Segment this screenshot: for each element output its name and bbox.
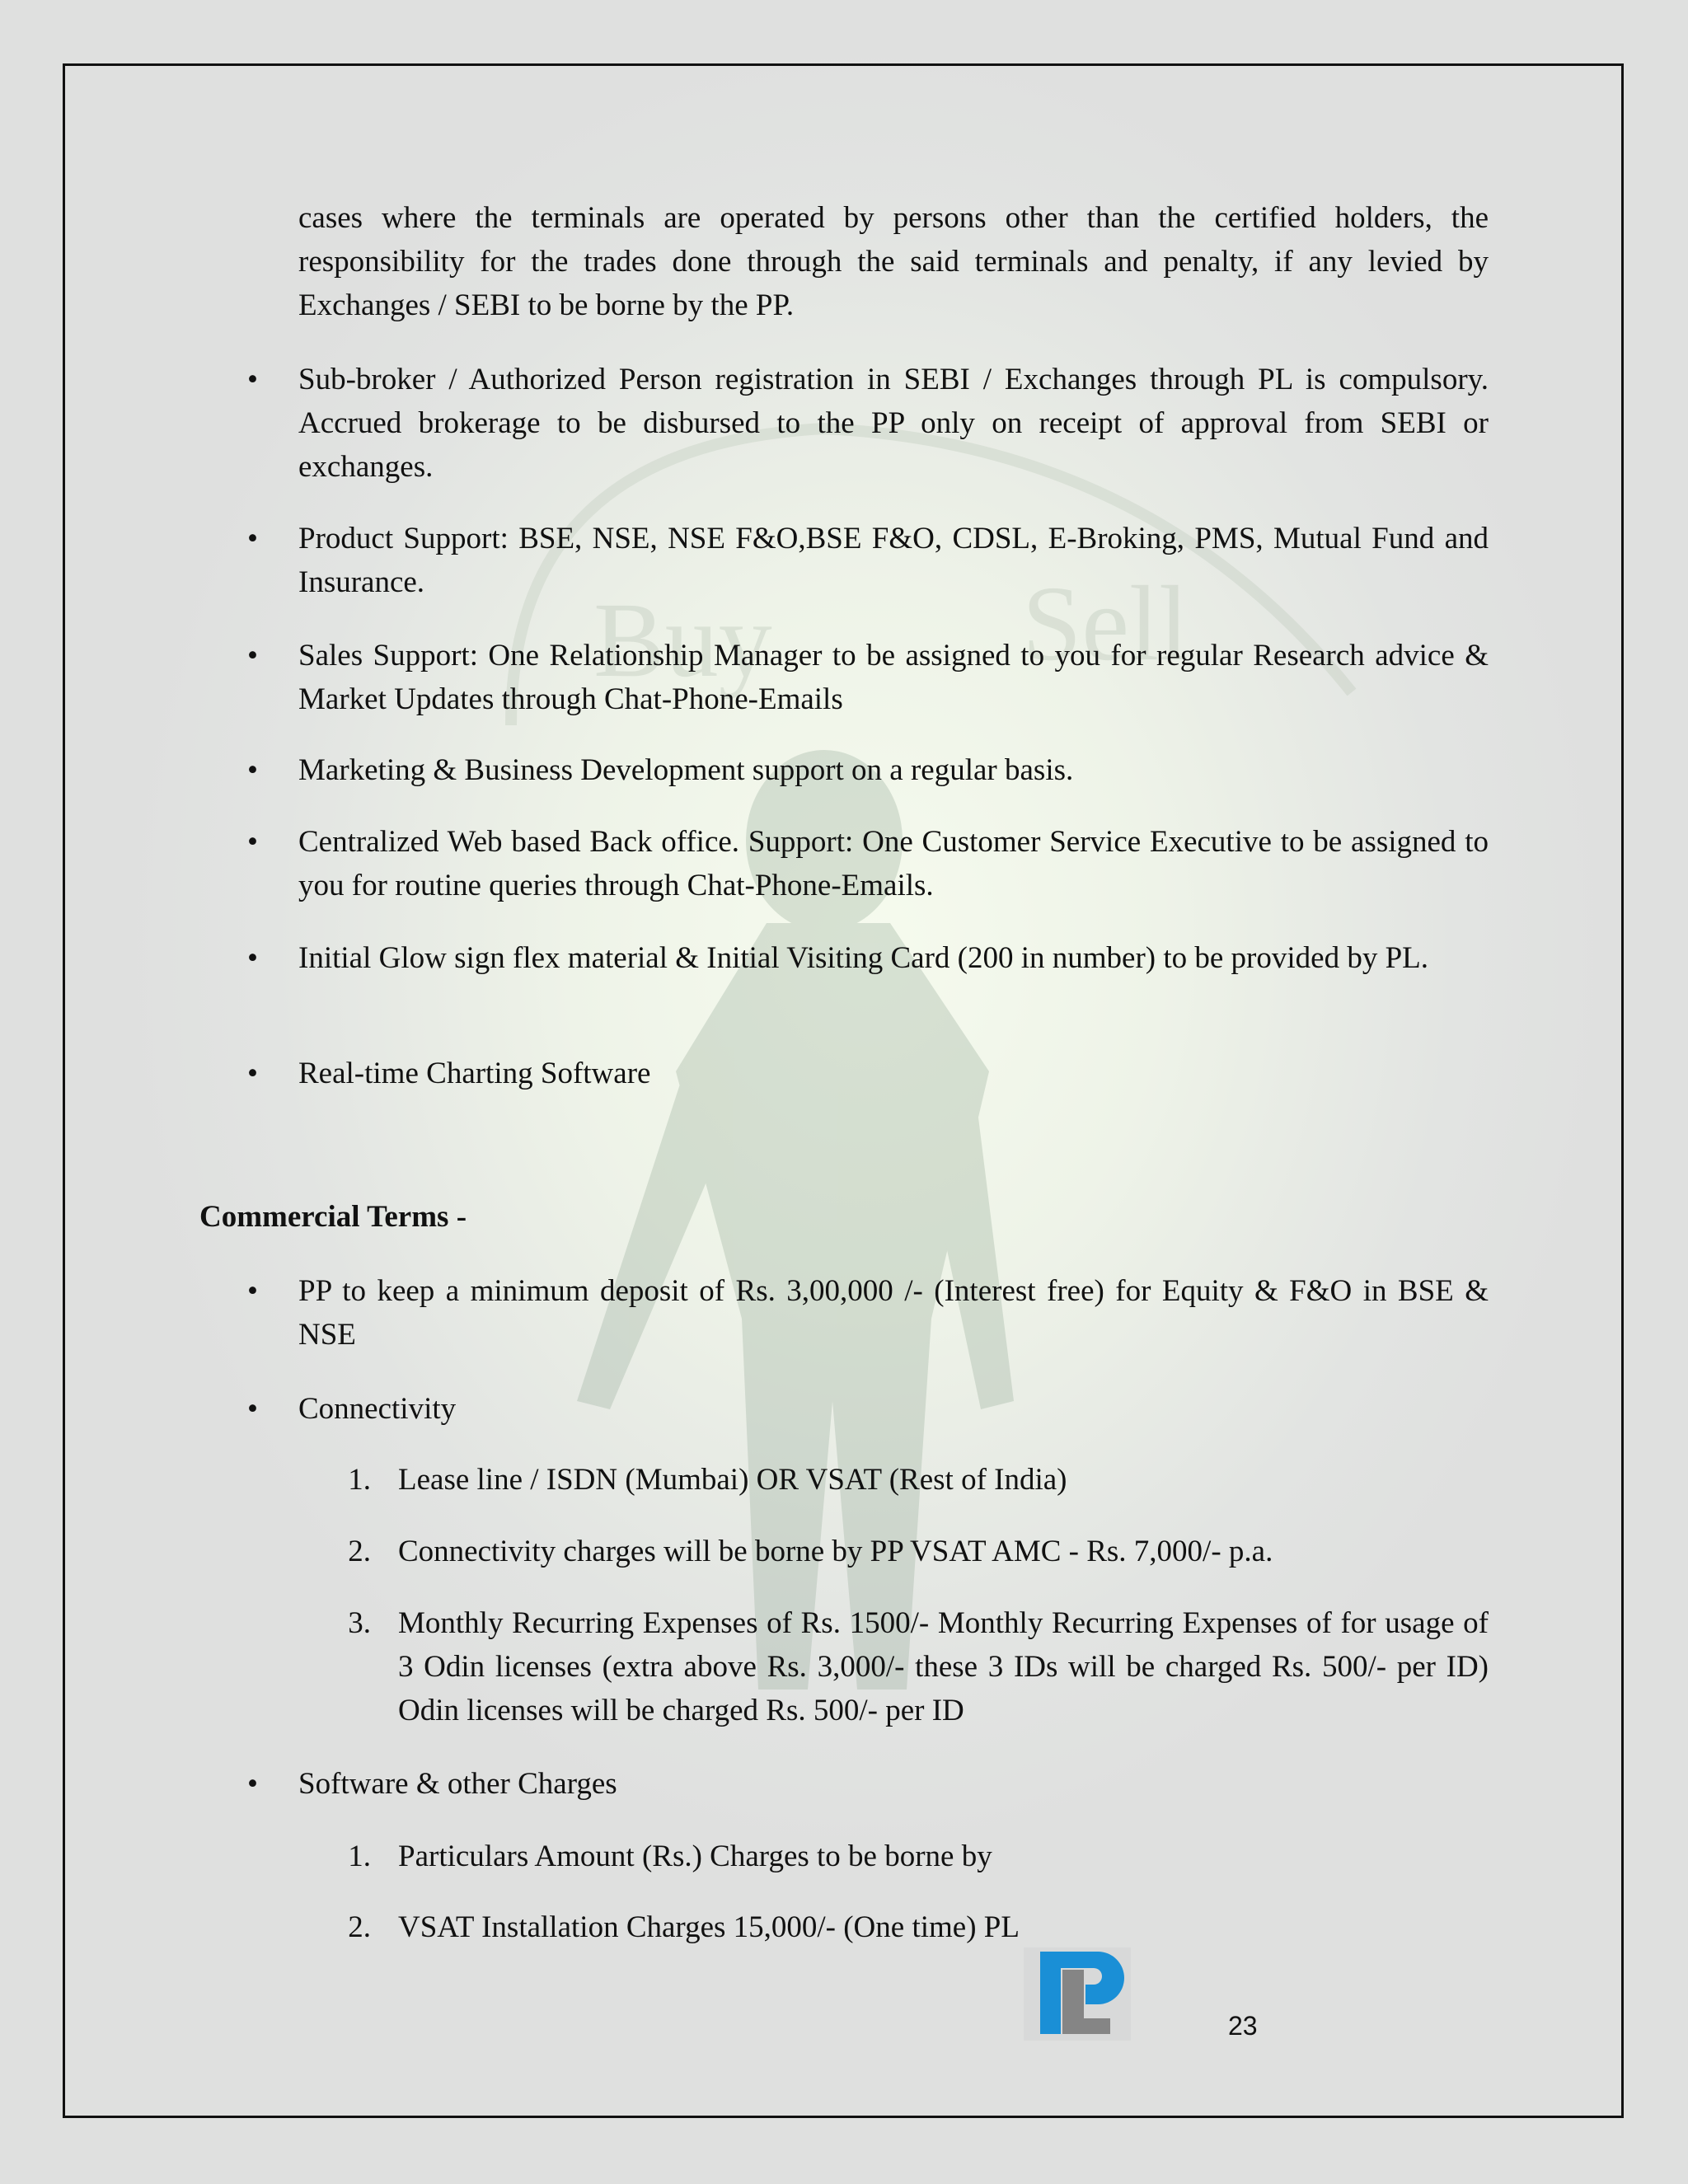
bullet-item: Real-time Charting Software [298,1057,651,1090]
bullet-icon: • [247,1392,258,1426]
connectivity-label: Connectivity [298,1392,457,1426]
bullet-icon: • [247,639,258,673]
bullet-item: Initial Glow sign flex material & Initial Visiting Card (200 in number) to be provided by PL. [298,941,1429,975]
bullet-item: Sales Support: One Relationship Manager to be assigned to you for regular Research advice & Market Updates through Chat-Phone-Emails [298,639,1489,716]
bullet-item: Centralized Web based Back office. Support: One Customer Service Executive to be assigned to you for routine queries through Chat-Phone-Emails. [298,825,1489,902]
list-number: 1. [348,1840,371,1873]
bullet-icon: • [247,941,258,975]
list-number: 1. [348,1463,371,1497]
bullet-icon: • [247,1274,258,1308]
connectivity-item: Monthly Recurring Expenses of Rs. 1500/- Monthly Recurring Expenses of for usage of 3 Odin licenses (extra above Rs. 3,000/- these 3 IDs will be charged Rs. 500/- per ID) Odin licenses will be charged Rs. 500/- per ID [398,1606,1489,1727]
bullet-item: Marketing & Business Development support on a regular basis. [298,753,1074,787]
bullet-item: Sub-broker / Authorized Person registration in SEBI / Exchanges through PL is compulsory. Accrued brokerage to be disbursed to the PP only on receipt of approval from SEBI or exchanges. [298,363,1489,484]
software-item: Particulars Amount (Rs.) Charges to be borne by [398,1840,992,1873]
bullet-icon: • [247,1057,258,1090]
software-label: Software & other Charges [298,1767,617,1801]
connectivity-item: Lease line / ISDN (Mumbai) OR VSAT (Rest of India) [398,1463,1067,1497]
bullet-icon: • [247,1767,258,1801]
watermark-sell: Sell [1022,565,1189,683]
intro-paragraph: cases where the terminals are operated by persons other than the certified holders, the responsibility for the trades done through the said terminals and penalty, if any levied by Exchanges / SEBI to be borne by the PP. [298,201,1489,322]
software-item: VSAT Installation Charges 15,000/- (One time) PL [398,1910,1020,1944]
list-number: 2. [348,1910,371,1944]
list-number: 2. [348,1535,371,1568]
connectivity-item: Connectivity charges will be borne by PP VSAT AMC - Rs. 7,000/- p.a. [398,1535,1273,1568]
page-number: 23 [1228,2011,1258,2041]
deposit-item: PP to keep a minimum deposit of Rs. 3,00,000 /- (Interest free) for Equity & F&O in BSE & NSE [298,1274,1489,1352]
bullet-icon: • [247,522,258,555]
bullet-icon: • [247,363,258,396]
bullet-icon: • [247,825,258,859]
pl-logo [1024,1947,1131,2041]
bullet-item: Product Support: BSE, NSE, NSE F&O,BSE F&O, CDSL, E-Broking, PMS, Mutual Fund and Insurance. [298,522,1489,599]
list-number: 3. [348,1606,371,1640]
watermark-buy: Buy [593,581,772,700]
section-heading: Commercial Terms - [199,1200,467,1234]
bullet-icon: • [247,753,258,787]
